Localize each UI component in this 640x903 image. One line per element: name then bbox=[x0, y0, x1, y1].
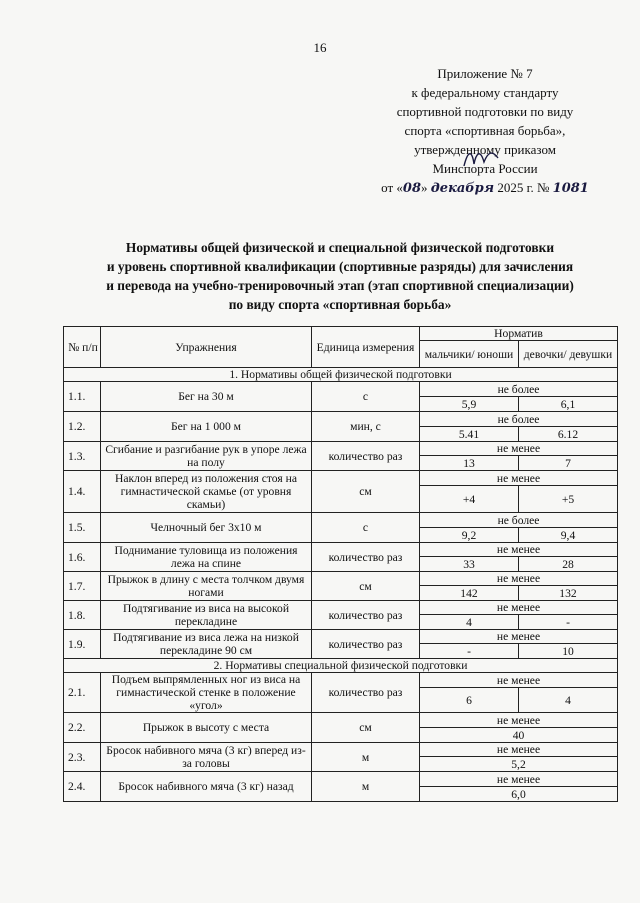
value-both: 40 bbox=[420, 728, 618, 743]
exercise-name: Бег на 1 000 м bbox=[101, 412, 312, 442]
unit-cell: количество раз bbox=[312, 601, 420, 630]
table-row bbox=[64, 513, 618, 528]
row-number: 1.1. bbox=[64, 382, 101, 412]
appendix-line: утвержденному приказом bbox=[414, 142, 556, 157]
table-body bbox=[64, 368, 618, 802]
exercise-name: Подтягивание из виса на высокой перекладине bbox=[101, 601, 312, 630]
unit-cell: см bbox=[312, 572, 420, 601]
exercise-name: Прыжок в длину с места толчком двумя ногами bbox=[101, 572, 312, 601]
table-row bbox=[64, 630, 618, 644]
value-girls: 10 bbox=[519, 644, 618, 659]
order-day: 08 bbox=[402, 181, 422, 196]
exercise-name: Подтягивание из виса лежа на низкой перекладине 90 см bbox=[101, 630, 312, 659]
unit-cell: м bbox=[312, 743, 420, 772]
row-number: 1.4. bbox=[64, 471, 101, 513]
value-boys: 6 bbox=[420, 688, 519, 713]
row-number: 1.9. bbox=[64, 630, 101, 659]
value-girls: 6.12 bbox=[519, 427, 618, 442]
value-boys: 9,2 bbox=[420, 528, 519, 543]
condition-cell: не менее bbox=[420, 471, 618, 486]
appendix-line: Приложение № 7 bbox=[437, 66, 533, 81]
section-title: 1. Нормативы общей физической подготовки bbox=[64, 368, 618, 382]
unit-cell: количество раз bbox=[312, 543, 420, 572]
unit-cell: м bbox=[312, 772, 420, 802]
unit-cell: см bbox=[312, 471, 420, 513]
value-boys: 142 bbox=[420, 586, 519, 601]
header-exercise: Упражнения bbox=[101, 327, 312, 368]
exercise-name: Бросок набивного мяча (3 кг) вперед из-за головы bbox=[101, 743, 312, 772]
exercise-name: Бросок набивного мяча (3 кг) назад bbox=[101, 772, 312, 802]
table-row bbox=[64, 471, 618, 486]
header-unit: Единица измерения bbox=[312, 327, 420, 368]
order-prefix: от « bbox=[381, 180, 403, 195]
appendix-line: к федеральному стандарту bbox=[411, 85, 559, 100]
row-number: 2.4. bbox=[64, 772, 101, 802]
condition-cell: не менее bbox=[420, 601, 618, 615]
title-line: и перевода на учебно-тренировочный этап (этап спортивной специализации) bbox=[106, 278, 574, 293]
value-girls: - bbox=[519, 615, 618, 630]
value-boys: 5.41 bbox=[420, 427, 519, 442]
appendix-header bbox=[350, 64, 620, 198]
table-row bbox=[64, 543, 618, 557]
exercise-name: Поднимание туловища из положения лежа на спине bbox=[101, 543, 312, 572]
condition-cell: не более bbox=[420, 412, 618, 427]
unit-cell: с bbox=[312, 513, 420, 543]
row-number: 1.6. bbox=[64, 543, 101, 572]
unit-cell: количество раз bbox=[312, 630, 420, 659]
value-boys: 5,9 bbox=[420, 397, 519, 412]
title-line: Нормативы общей физической и специальной физической подготовки bbox=[125, 240, 555, 255]
value-girls: 9,4 bbox=[519, 528, 618, 543]
appendix-line: спорта «спортивная борьба», bbox=[404, 123, 566, 138]
value-girls: 132 bbox=[519, 586, 618, 601]
value-girls: 28 bbox=[519, 557, 618, 572]
value-girls: 6,1 bbox=[519, 397, 618, 412]
value-boys: 33 bbox=[420, 557, 519, 572]
order-year: 2025 г. № bbox=[494, 180, 553, 195]
condition-cell: не менее bbox=[420, 572, 618, 586]
value-boys: +4 bbox=[420, 486, 519, 513]
table-row bbox=[64, 743, 618, 757]
table-row bbox=[64, 382, 618, 397]
value-girls: +5 bbox=[519, 486, 618, 513]
signature-mark bbox=[458, 146, 506, 172]
unit-cell: с bbox=[312, 382, 420, 412]
value-boys: 13 bbox=[420, 456, 519, 471]
exercise-name: Сгибание и разгибание рук в упоре лежа на полу bbox=[101, 442, 312, 471]
value-boys: - bbox=[420, 644, 519, 659]
exercise-name: Челночный бег 3х10 м bbox=[101, 513, 312, 543]
document-title bbox=[40, 238, 640, 314]
row-number: 1.3. bbox=[64, 442, 101, 471]
unit-cell: количество раз bbox=[312, 442, 420, 471]
section-title: 2. Нормативы специальной физической подготовки bbox=[64, 659, 618, 673]
condition-cell: не менее bbox=[420, 772, 618, 787]
table-row bbox=[64, 601, 618, 615]
header-num: № п/п bbox=[64, 327, 101, 368]
condition-cell: не менее bbox=[420, 543, 618, 557]
table-row bbox=[64, 442, 618, 456]
row-number: 1.7. bbox=[64, 572, 101, 601]
row-number: 2.1. bbox=[64, 673, 101, 713]
header-boys: мальчики/ юноши bbox=[420, 341, 519, 368]
appendix-line: спортивной подготовки по виду bbox=[396, 104, 574, 119]
unit-cell: количество раз bbox=[312, 673, 420, 713]
row-number: 2.3. bbox=[64, 743, 101, 772]
table-row bbox=[64, 772, 618, 787]
table-row bbox=[64, 572, 618, 586]
condition-cell: не менее bbox=[420, 673, 618, 688]
condition-cell: не менее bbox=[420, 442, 618, 456]
header-girls: девочки/ девушки bbox=[519, 341, 618, 368]
value-girls: 7 bbox=[519, 456, 618, 471]
order-month: декабря bbox=[430, 181, 495, 196]
page-number: 16 bbox=[313, 40, 327, 55]
order-number: 1081 bbox=[552, 181, 589, 196]
norms-table bbox=[63, 326, 618, 802]
exercise-name: Бег на 30 м bbox=[101, 382, 312, 412]
condition-cell: не менее bbox=[420, 630, 618, 644]
condition-cell: не более bbox=[420, 513, 618, 528]
table-row bbox=[64, 412, 618, 427]
title-line: по виду спорта «спортивная борьба» bbox=[228, 297, 452, 312]
row-number: 2.2. bbox=[64, 713, 101, 743]
unit-cell: мин, с bbox=[312, 412, 420, 442]
exercise-name: Прыжок в высоту с места bbox=[101, 713, 312, 743]
row-number: 1.2. bbox=[64, 412, 101, 442]
table-row bbox=[64, 713, 618, 728]
exercise-name: Подъем выпрямленных ног из виса на гимнастической стенке в положение «угол» bbox=[101, 673, 312, 713]
table-row bbox=[64, 673, 618, 688]
condition-cell: не менее bbox=[420, 743, 618, 757]
order-mid: » bbox=[421, 180, 431, 195]
appendix-line: Минспорта России bbox=[432, 161, 538, 176]
row-number: 1.8. bbox=[64, 601, 101, 630]
value-both: 5,2 bbox=[420, 757, 618, 772]
unit-cell: см bbox=[312, 713, 420, 743]
row-number: 1.5. bbox=[64, 513, 101, 543]
condition-cell: не менее bbox=[420, 713, 618, 728]
exercise-name: Наклон вперед из положения стоя на гимнастической скамье (от уровня скамьи) bbox=[101, 471, 312, 513]
header-norm: Норматив bbox=[420, 327, 618, 341]
value-both: 6,0 bbox=[420, 787, 618, 802]
value-boys: 4 bbox=[420, 615, 519, 630]
title-line: и уровень спортивной квалификации (спортивные разряды) для зачисления bbox=[106, 259, 574, 274]
condition-cell: не более bbox=[420, 382, 618, 397]
order-line bbox=[350, 178, 620, 198]
value-girls: 4 bbox=[519, 688, 618, 713]
